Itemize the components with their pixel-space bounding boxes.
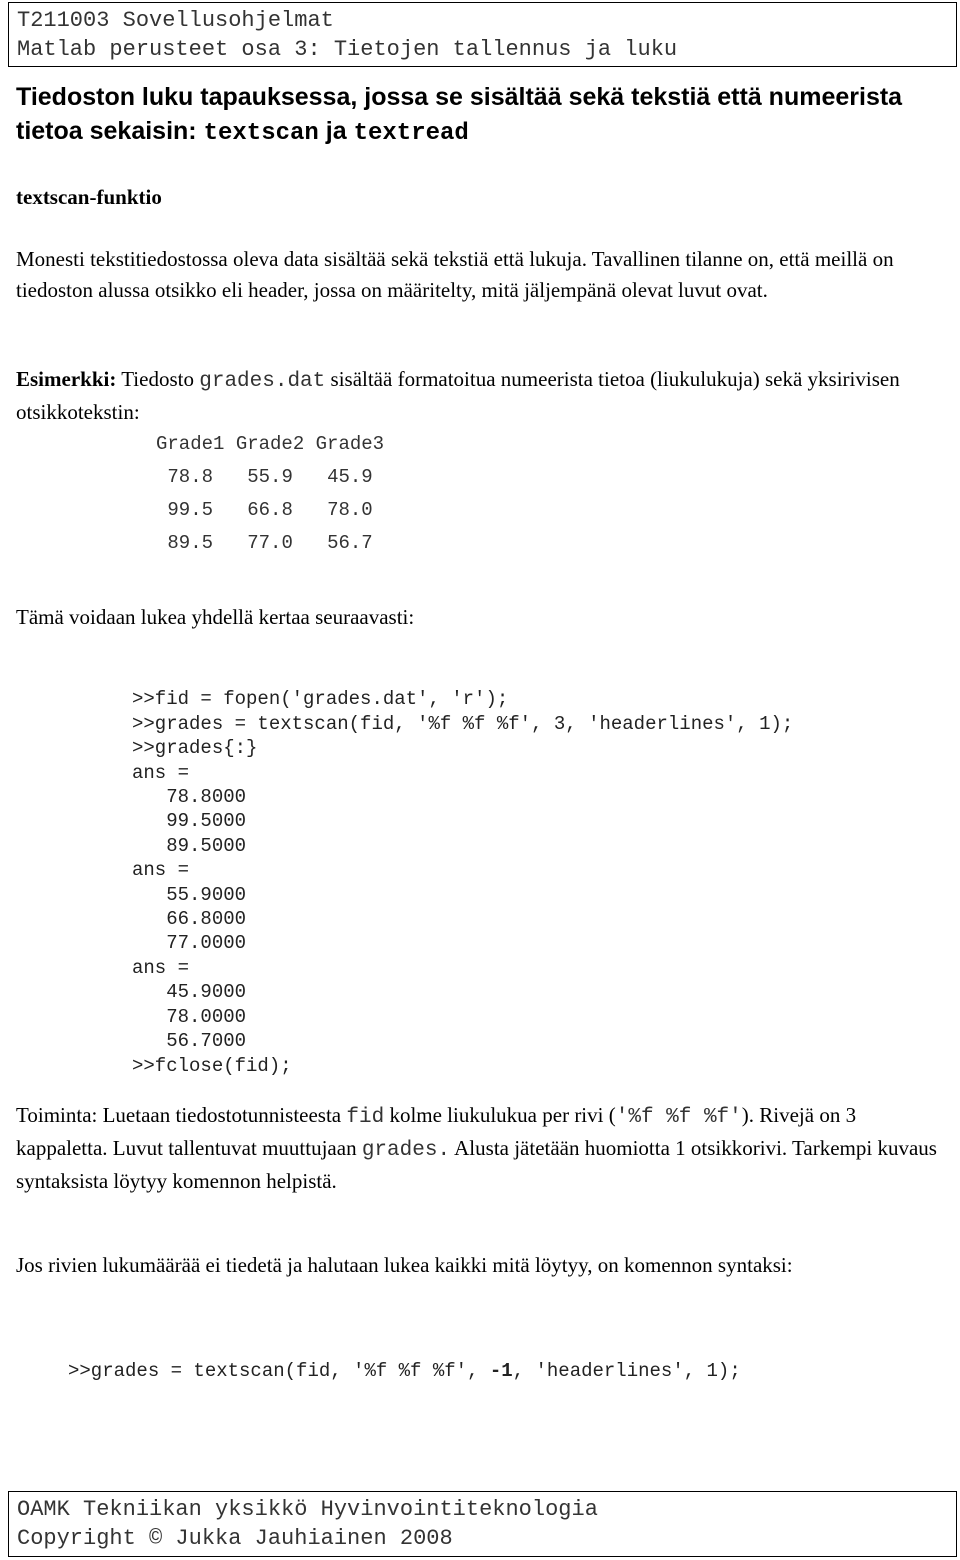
code-line: >>grades{:}	[132, 737, 258, 760]
table-header-row	[156, 431, 384, 464]
table-header: Grade3	[315, 433, 385, 455]
document-subtitle: Matlab perusteet osa 3: Tietojen tallennus ja luku	[17, 37, 678, 62]
table-row	[156, 497, 384, 530]
title-code-textread: textread	[353, 120, 469, 147]
page-header	[8, 2, 957, 67]
code-line: 56.7000	[132, 1030, 247, 1053]
table-header: Grade1	[156, 433, 225, 455]
code-line: 77.0000	[132, 932, 247, 955]
example-label: Esimerkki:	[16, 367, 117, 391]
code-line: 66.8000	[132, 908, 247, 931]
code-line: >>fclose(fid);	[132, 1054, 292, 1077]
explanation-code-format: '%f %f %f'	[615, 1106, 742, 1129]
explanation-text: ). Rivejä on 3 kappaletta. Luvut tallentuvat muuttujaan	[16, 1103, 857, 1160]
code-line: >>grades = textscan(fid, '%f %f %f', 3, 'headerlines', 1);	[132, 712, 794, 735]
matlab-code-block	[132, 663, 793, 1102]
table-cell: 78.0	[327, 499, 373, 521]
section-title	[16, 80, 936, 151]
table-cell: 99.5	[167, 499, 214, 521]
table-header: Grade2	[235, 433, 305, 455]
code-line: ans =	[132, 859, 190, 882]
table-cell: 89.5	[167, 532, 214, 554]
title-text: Tiedoston luku tapauksessa, jossa se sisältää sekä tekstiä että numeerista tietoa sekaisin:	[16, 83, 903, 145]
page-footer	[8, 1491, 957, 1557]
example-paragraph	[16, 364, 946, 428]
title-joiner: ja	[325, 117, 347, 145]
code-line: 78.0000	[132, 1005, 247, 1028]
code-line: 99.5000	[132, 810, 247, 833]
command-part: >>grades = textscan(fid, '%f %f %f',	[68, 1360, 490, 1382]
example-text-after: sisältää formatoitua numeerista tietoa (liukulukuja) sekä yksirivisen otsikkotekstin:	[16, 367, 900, 424]
table-cell: 45.9	[327, 466, 373, 488]
table-cell: 55.9	[247, 466, 293, 488]
subsection-heading: textscan-funktio	[16, 185, 162, 209]
footer-copyright: Copyright © Jukka Jauhiainen 2008	[17, 1526, 453, 1551]
code-line: 89.5000	[132, 834, 247, 857]
footer-organization: OAMK Tekniikan yksikkö Hyvinvointiteknologia	[17, 1497, 598, 1522]
example-text-before: Tiedosto	[121, 367, 194, 391]
explanation-code-grades: grades.	[361, 1139, 451, 1162]
code-line: 78.8000	[132, 786, 247, 809]
explanation-text: Alusta jätetään huomiotta 1 otsikkorivi. Tarkempi kuvaus syntaksista löytyy komennon helpistä.	[16, 1136, 937, 1193]
table-cell: 77.0	[247, 532, 293, 554]
code-line: 55.9000	[132, 883, 247, 906]
explanation-code-fid: fid	[346, 1106, 385, 1129]
explanation-text: kolme liukulukua per rivi (	[389, 1103, 616, 1127]
command-part: , 'headerlines', 1);	[512, 1360, 741, 1382]
example-filename: grades.dat	[199, 370, 326, 393]
title-code-textscan: textscan	[203, 120, 319, 147]
explanation-text: Toiminta: Luetaan tiedostotunnisteesta	[16, 1103, 342, 1127]
table-cell: 78.8	[167, 466, 214, 488]
table-row	[156, 530, 384, 563]
table-cell: 56.7	[327, 532, 373, 554]
code-line: ans =	[132, 956, 190, 979]
code-line: 45.9000	[132, 981, 247, 1004]
code-line: >>fid = fopen('grades.dat', 'r');	[132, 688, 509, 711]
course-code-title: T211003 Sovellusohjelmat	[17, 8, 334, 33]
read-intro-text: Tämä voidaan lukea yhdellä kertaa seuraavasti:	[16, 605, 415, 629]
intro-paragraph: Monesti tekstitiedostossa oleva data sisältää sekä tekstiä että lukuja. Tavallinen tilanne on, että meillä on tiedoston alussa otsikko eli header, jossa on määritelty, mitä jäljempänä olevat luvut ovat.	[16, 247, 894, 302]
code-line: ans =	[132, 761, 190, 784]
final-command-line	[68, 1360, 741, 1382]
table-cell: 66.8	[247, 499, 293, 521]
grades-data-table	[156, 431, 384, 563]
command-bold-count: -1	[489, 1360, 513, 1382]
unknown-rows-paragraph: Jos rivien lukumäärää ei tiedetä ja halutaan lukea kaikki mitä löytyy, on komennon syntaksi:	[16, 1253, 793, 1277]
table-row	[156, 464, 384, 497]
explanation-paragraph	[16, 1100, 946, 1197]
